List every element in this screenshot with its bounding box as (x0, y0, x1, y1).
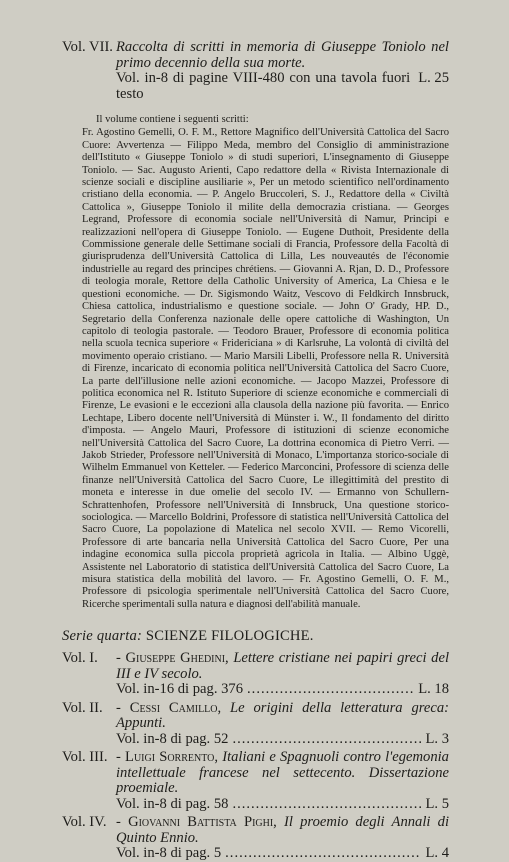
volume-details: Vol. in-8 di pag. 52 (116, 730, 229, 747)
volume-price-line (116, 71, 449, 102)
contents-text: Fr. Agostino Gemelli, O. F. M., Rettore Magnifico dell'Università Cattolica del Sacro Cuore: Avvertenza — Filippo Meda, membro del Consiglio di amministrazione dell'Istituto « Giuseppe Toniolo » di studi superiori, L'insegnamento di Giuseppe Toniolo. — Sac. Augusto Arienti, Capo redattore della « Rivista Internazionale di scienze sociali e discipline ausiliarie », Per un metodo scientifico nell'ordinamento cristiano della economia. — P. Angelo Bruccoleri, S. J., Redattore della « Civiltà Cattolica », Giuseppe Toniolo il milite della democrazia cristiana. — Georges Legrand, Professore di economia sociale nell'Università di Namur, Principi e realizzazioni nell'opera di Giuseppe Toniolo. — Eugene Duthoit, Presidente della Commissione generale delle Settimane sociali di Francia, Professore della Facoltà di giurisprudenza dell'Università Cattolica di Lilla, Les nouveautés de l'économie industrielle au regard des principes chrétiens. — Giovanni A. Rjan, D. D., Professore di teologia morale, Rettore della Catholic University of America, La Chiesa e le questioni economiche. — Dr. Sigismondo Waitz, Vescovo di Feldkirch Innsbruck, Chiesa cattolica, industrialismo e questione sociale. — John O' Grady, HP. D., Segretario della Conferenza nazionale delle opere cattoliche di Washington, Un capitolo di teologia pastorale. — Teodoro Brauer, Professore di economia politica nella scuola tecnica superiore « Fridericiana » di Karlsruhe, La volontà di civiltà del movimento operaio cristiano. — Mario Marsili Libelli, Professore nella R. Università di Firenze, incaricato di economia politica nell'Università Cattolica del Sacro Cuore, La parte dell'illusione nelle azioni economiche. — Jacopo Mazzei, Professore di politica economica nel R. Istituto Superiore di scienze economiche e commerciali di Firenze, Le evasioni e le eccezioni alla clausola della nazione più favorita. — Enrico Lechtape, Libero docente nell'Università di Münster i. W., Il fondamento del diritto d'imposta. — Angelo Mauri, Professore di istituzioni di scienze economiche nell'Università Cattolica del Sacro Cuore, La dottrina economica di Pietro Verri. — Jakob Strieder, Professore nell'Università di Monaco, L'importanza storico-sociale di Wilhelm Emmanuel von Ketteler. — Federico Marconcini, Professore di scienza delle finanze nell'Università Cattolica del Sacro Cuore, Le illegittimità del prestito di moneta e interesse in due omelie del secolo IV. — Ermanno von Schullern-Schrattenhofen, Professore nell'Università di Innsbruck, Una questione storico-sociologica. — Marcello Boldrini, Professore di statistica nell'Università Cattolica del Sacro Cuore, La popolazione di Matelica nel secolo XVII. — Remo Vicorelli, Professore di arte bancaria nella Università Cattolica del Sacro Cuore, Per una indagine economica sulla piccola proprietà agricola in Italia. — Albino Uggè, Assistente nel Laboratorio di statistica dell'Università Cattolica del Sacro Cuore, La misura statistica della mobilità del lavoro. — Fr. Agostino Gemelli, O. F. M., Professore di psicologia sperimentale nell'Università Cattolica del Sacro Cuore, Ricerche sperimentali sulla natura e diagnosi dell'abilità manuale. (82, 127, 449, 610)
volume-author: Giuseppe Ghedini, (125, 650, 229, 667)
volume-price: L. 4 (425, 845, 449, 862)
contents-section (82, 114, 449, 611)
volume-details: Vol. in-8 di pag. 5 (116, 845, 222, 862)
leader-dots (232, 797, 421, 813)
leader-dots (232, 732, 421, 748)
volume-title: Le origini della letteratura greca: Appunti. (116, 699, 449, 732)
series-list (62, 651, 449, 862)
volume-title: Lettere cristiane nei papiri greci del III e IV secolo. (116, 650, 449, 682)
volume-details: Vol. in-16 di pag. 376 (116, 681, 244, 698)
volume-price: L. 3 (425, 730, 449, 747)
volume-price: L. 5 (425, 795, 449, 812)
series-item: Vol. III. - Luigi Sorrento, Italiani e Spagnuoli contro l'egemonia intellettuale francese nel settecento. Dissertazione proemiale. Vol. in-8 di pag. 58 ..... L. 5 (62, 750, 449, 812)
catalog-entry-vol-vii (62, 40, 449, 102)
volume-price: L. 25 (418, 70, 449, 86)
series-item: Vol. I. - Giuseppe Ghedini, Lettere cristiane nei papiri greci del III e IV secolo. Vol. in-16 di pag. 376 ..... L. 18 (62, 651, 449, 698)
volume-price: L. 18 (418, 681, 449, 698)
volume-title: Il proemio degli Annali di Quinto Ennio. (116, 814, 450, 846)
volume-number: Vol. III. (62, 749, 108, 766)
volume-title: Italiani e Spagnuoli contro l'egemonia intellettuale francese nel settecento. Dissertazione proemiale. (116, 749, 449, 797)
series-item: Vol. IV. - Giovanni Battista Pighi, Il proemio degli Annali di Quinto Ennio. Vol. in-8 di pag. 5 ..... L. 4 (62, 815, 449, 862)
leader-dots (247, 682, 414, 698)
contents-intro: Il volume contiene i seguenti scritti: (96, 114, 249, 125)
series-heading (62, 628, 449, 644)
volume-details: Vol. in-8 di pagine VIII-480 con una tavola fuori testo (116, 70, 411, 102)
volume-author: Luigi Sorrento, (125, 749, 219, 766)
leader-dots (225, 846, 421, 862)
series-label: Serie quarta: (62, 628, 143, 645)
series-section (62, 628, 449, 862)
volume-details: Vol. in-8 di pag. 58 (116, 795, 229, 812)
series-title: SCIENZE FILOLOGICHE. (145, 628, 314, 645)
volume-author: Giovanni Battista Pighi, (128, 814, 277, 831)
volume-number: Vol. II. (62, 699, 103, 716)
volume-number: Vol. I. (62, 650, 98, 667)
series-item: Vol. II. - Cessi Camillo, Le origini della letteratura greca: Appunti. Vol. in-8 di pag. 52 ..... L. 3 (62, 701, 449, 748)
volume-title: Raccolta di scritti in memoria di Giuseppe Toniolo nel primo decennio della sua morte. (116, 39, 449, 71)
volume-number: Vol. IV. (62, 814, 107, 831)
volume-number: Vol. VII. (62, 39, 113, 55)
volume-author: Cessi Camillo, (129, 699, 222, 716)
